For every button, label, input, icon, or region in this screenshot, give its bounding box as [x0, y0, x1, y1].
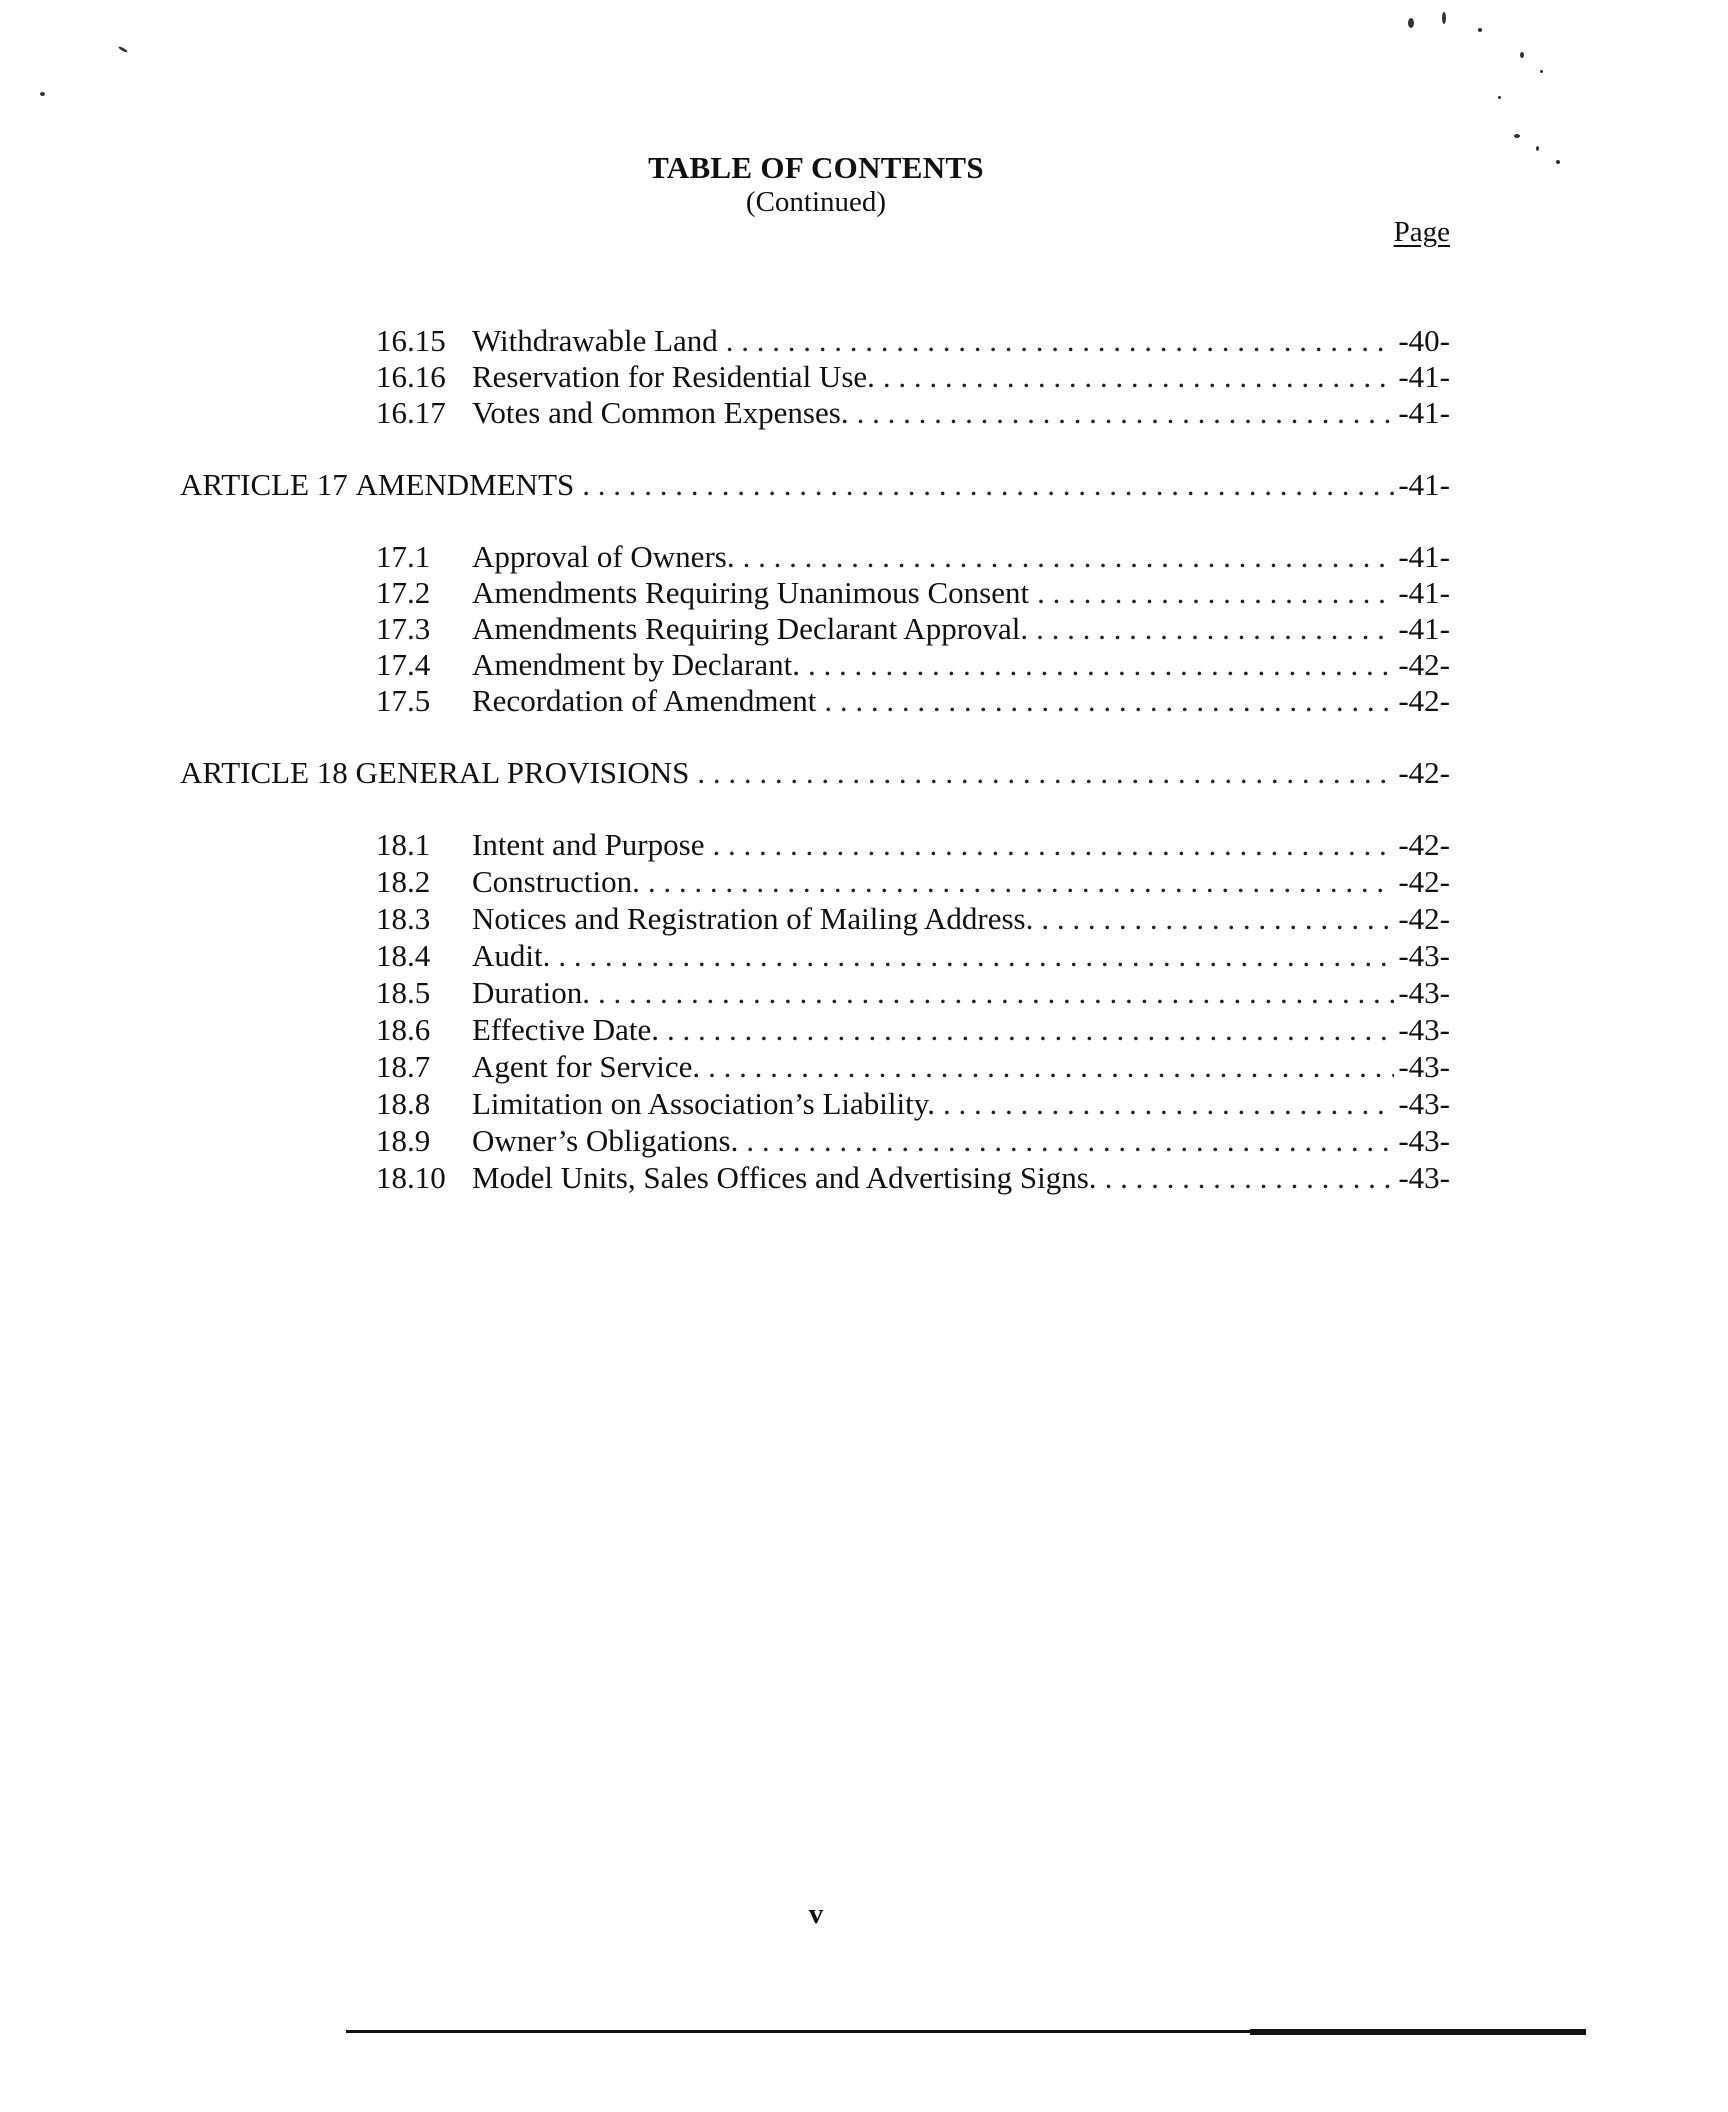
toc-entry-title: Notices and Registration of Mailing Address. — [472, 901, 1034, 936]
document-title: TABLE OF CONTENTS — [648, 150, 984, 185]
toc-entry-page: -41- — [1398, 539, 1450, 574]
dot-leader — [712, 826, 1394, 864]
toc-article-17 — [0, 466, 1728, 504]
dot-leader — [582, 466, 1394, 504]
toc-entry-page: -41- — [1398, 575, 1450, 610]
toc-entry-page: -42- — [1398, 827, 1450, 862]
toc-entry-18-4 — [0, 937, 1728, 975]
toc-entry-title: Approval of Owners. — [472, 539, 735, 574]
dot-leader — [1041, 900, 1394, 938]
toc-entry-page: -42- — [1398, 864, 1450, 899]
dot-leader — [1036, 610, 1394, 648]
scan-speck — [1540, 70, 1543, 73]
toc-entry-18-9 — [0, 1122, 1728, 1160]
toc-entry-page: -43- — [1398, 975, 1450, 1010]
dot-leader — [1037, 574, 1394, 612]
toc-entry-16-16 — [0, 358, 1728, 396]
toc-entry-page: -43- — [1398, 1012, 1450, 1047]
toc-article-heading — [180, 466, 582, 504]
dot-leader — [824, 682, 1394, 720]
toc-entry-number: 16.16 — [376, 359, 446, 394]
page-folio: v — [808, 1898, 824, 1930]
toc-entry-title: Withdrawable Land — [472, 323, 718, 358]
dot-leader — [746, 1122, 1394, 1160]
toc-entry-page: -43- — [1398, 1123, 1450, 1158]
toc-entry-number: 17.4 — [376, 647, 431, 682]
dot-leader — [1105, 1159, 1394, 1197]
toc-entry-18-2 — [0, 863, 1728, 901]
dot-leader — [857, 394, 1394, 432]
toc-entry-page: -42- — [1398, 647, 1450, 682]
dot-leader — [558, 937, 1394, 975]
toc-entry-18-6 — [0, 1011, 1728, 1049]
toc-entry-number: 18.4 — [376, 938, 431, 973]
toc-article-label: ARTICLE 17 — [180, 467, 348, 502]
toc-entry-title: Amendments Requiring Declarant Approval. — [472, 611, 1029, 646]
toc-entry-page: -43- — [1398, 1086, 1450, 1121]
dot-leader — [808, 646, 1394, 684]
toc-entry-title: Reservation for Residential Use. — [472, 359, 875, 394]
dot-leader — [598, 974, 1394, 1012]
toc-entry-number: 17.5 — [376, 683, 431, 718]
toc-entry-title: Intent and Purpose — [472, 827, 705, 862]
scan-speck — [1556, 160, 1560, 164]
toc-entry-17-4 — [0, 646, 1728, 684]
toc-entry-number: 16.15 — [376, 323, 446, 358]
toc-entry-title: Construction. — [472, 864, 640, 899]
toc-entry-16-15 — [0, 322, 1728, 360]
toc-entry-number: 18.6 — [376, 1012, 431, 1047]
toc-article-18 — [0, 754, 1728, 792]
scan-speck — [1514, 134, 1520, 138]
scan-speck — [1520, 52, 1524, 58]
toc-entry-page: -42- — [1398, 683, 1450, 718]
toc-entry-number: 17.3 — [376, 611, 431, 646]
dot-leader — [708, 1048, 1394, 1086]
toc-article-title: AMENDMENTS — [355, 467, 575, 502]
toc-entry-17-5 — [0, 682, 1728, 720]
scan-speck — [40, 92, 45, 96]
dot-leader — [667, 1011, 1394, 1049]
toc-entry-17-3 — [0, 610, 1728, 648]
scan-speck — [1408, 18, 1414, 28]
toc-entry-16-17 — [0, 394, 1728, 432]
toc-entry-title: Amendments Requiring Unanimous Consent — [472, 575, 1030, 610]
toc-entry-title: Votes and Common Expenses. — [472, 395, 849, 430]
toc-entry-page: -41- — [1398, 395, 1450, 430]
toc-entry-number: 18.3 — [376, 901, 431, 936]
toc-entry-title: Effective Date. — [472, 1012, 660, 1047]
toc-article-heading — [180, 754, 697, 792]
toc-entry-number: 18.10 — [376, 1160, 446, 1195]
toc-entry-17-2 — [0, 574, 1728, 612]
toc-entry-page: -40- — [1398, 323, 1450, 358]
toc-entry-number: 18.5 — [376, 975, 431, 1010]
toc-entry-18-3 — [0, 900, 1728, 938]
scan-speck — [1442, 12, 1446, 24]
toc-entry-number: 17.2 — [376, 575, 431, 610]
toc-entry-number: 18.7 — [376, 1049, 431, 1084]
toc-entry-title: Agent for Service. — [472, 1049, 701, 1084]
dot-leader — [648, 863, 1394, 901]
toc-entry-number: 16.17 — [376, 395, 446, 430]
document-subtitle: (Continued) — [745, 186, 887, 218]
toc-entry-18-5 — [0, 974, 1728, 1012]
dot-leader — [883, 358, 1394, 396]
dot-leader — [726, 322, 1394, 360]
toc-entry-number: 18.2 — [376, 864, 431, 899]
toc-entry-number: 18.8 — [376, 1086, 431, 1121]
toc-entry-number: 17.1 — [376, 539, 431, 574]
toc-entry-title: Limitation on Association’s Liability. — [472, 1086, 935, 1121]
dot-leader — [943, 1085, 1394, 1123]
bottom-rule-thick — [1250, 2029, 1586, 2035]
toc-entry-title: Audit. — [472, 938, 551, 973]
toc-entry-page: -43- — [1398, 1160, 1450, 1195]
toc-entry-title: Recordation of Amendment — [472, 683, 817, 718]
toc-entry-title: Amendment by Declarant. — [472, 647, 800, 682]
toc-entry-page: -43- — [1398, 938, 1450, 973]
toc-entry-title: Duration. — [472, 975, 590, 1010]
toc-entry-18-8 — [0, 1085, 1728, 1123]
toc-article-page: -42- — [1398, 755, 1450, 790]
page-column-label: Page — [1393, 216, 1450, 248]
scan-speck — [1498, 96, 1501, 99]
toc-entry-title: Model Units, Sales Offices and Advertising Signs. — [472, 1160, 1097, 1195]
scan-speck — [1536, 146, 1539, 151]
toc-entry-title: Owner’s Obligations. — [472, 1123, 739, 1158]
toc-entry-page: -42- — [1398, 901, 1450, 936]
dot-leader — [743, 538, 1394, 576]
dot-leader — [697, 754, 1394, 792]
toc-article-page: -41- — [1398, 467, 1450, 502]
toc-entry-18-7 — [0, 1048, 1728, 1086]
toc-entry-number: 18.1 — [376, 827, 431, 862]
toc-entry-17-1 — [0, 538, 1728, 576]
scan-speck — [1478, 28, 1482, 32]
toc-entry-page: -41- — [1398, 611, 1450, 646]
scan-speck — [118, 46, 128, 54]
toc-article-label: ARTICLE 18 — [180, 755, 348, 790]
toc-entry-page: -43- — [1398, 1049, 1450, 1084]
toc-entry-number: 18.9 — [376, 1123, 431, 1158]
toc-article-title: GENERAL PROVISIONS — [355, 755, 690, 790]
toc-entry-18-1 — [0, 826, 1728, 864]
toc-entry-18-10 — [0, 1159, 1728, 1197]
toc-entry-page: -41- — [1398, 359, 1450, 394]
